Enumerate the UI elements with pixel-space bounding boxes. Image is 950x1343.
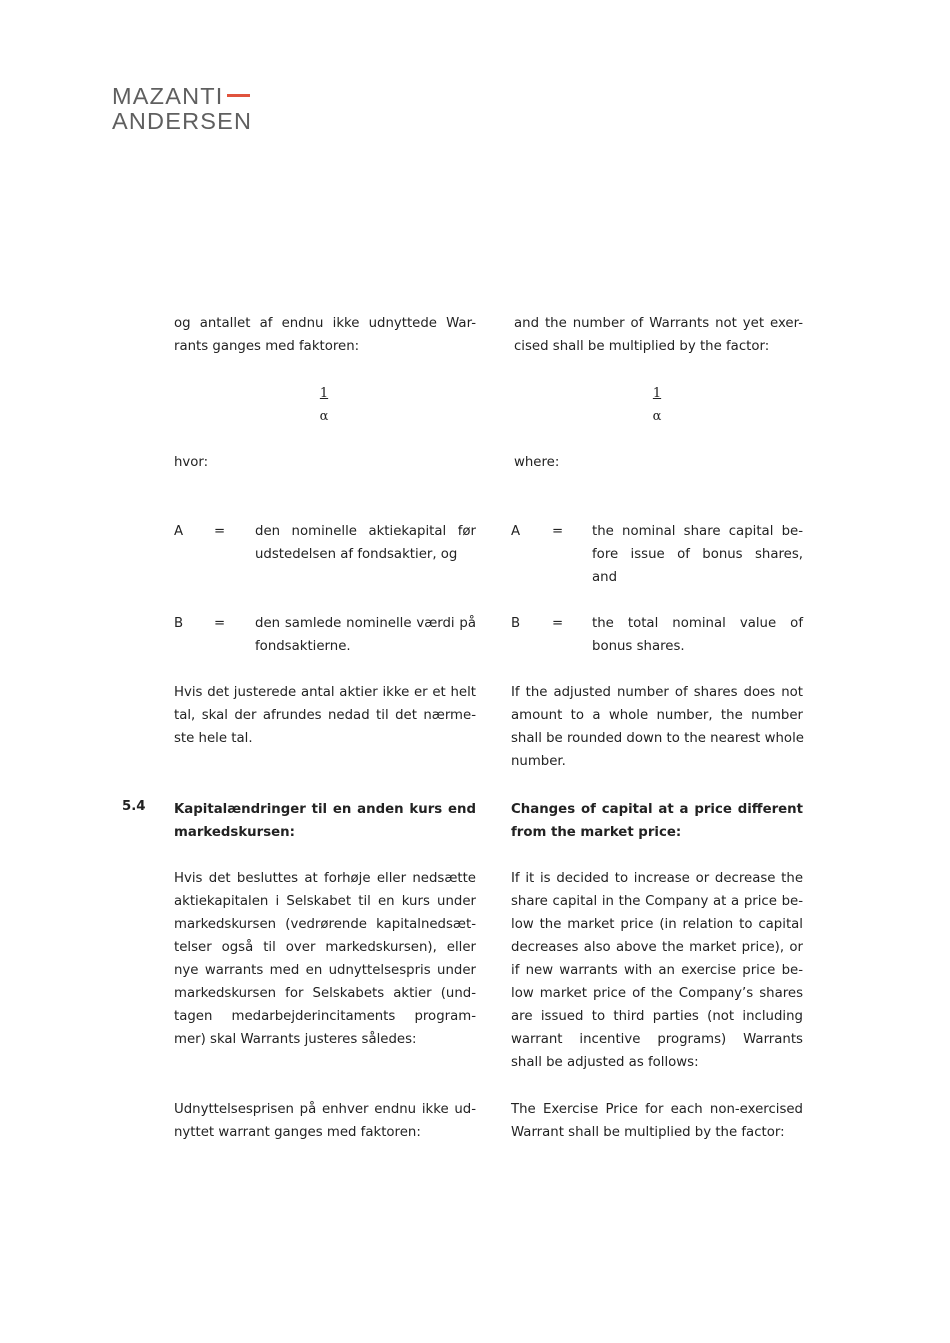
text-line: markedskursen for Selskabets aktier (und- bbox=[174, 986, 476, 1001]
right-def-a-symbol: A bbox=[511, 524, 521, 539]
text-line: mer) skal Warrants justeres således: bbox=[174, 1032, 417, 1047]
logo-line-1: MAZANTI bbox=[112, 84, 252, 109]
text-line: telser også til over markedskursen), eller bbox=[174, 940, 476, 955]
right-def-b-equals: = bbox=[552, 616, 564, 631]
fraction-numerator: 1 bbox=[319, 386, 329, 401]
text-line: fore issue of bonus shares, bbox=[592, 547, 803, 562]
text-line: amount to a whole number, the number bbox=[511, 708, 803, 723]
right-def-a-text bbox=[592, 520, 803, 589]
right-intro bbox=[514, 312, 803, 358]
text-line: If it is decided to increase or decrease the bbox=[511, 871, 803, 886]
text-line: The Exercise Price for each non-exercised bbox=[511, 1102, 803, 1117]
company-logo bbox=[112, 84, 252, 134]
text-line: Warrant shall be multiplied by the factor: bbox=[511, 1125, 785, 1140]
text-line: nye warrants med en udnyttelsespris under bbox=[174, 963, 476, 978]
text-line: the total nominal value of bbox=[592, 616, 803, 631]
left-def-a-symbol: A bbox=[174, 524, 184, 539]
right-section-heading bbox=[511, 798, 803, 844]
text-line: markedskursen (vedrørende kapitalnedsæt- bbox=[174, 917, 476, 932]
text-line: and the number of Warrants not yet exer- bbox=[514, 316, 803, 331]
text-line: from the market price: bbox=[511, 825, 682, 840]
right-exercise-paragraph bbox=[511, 1098, 803, 1144]
left-where-label: hvor: bbox=[174, 455, 209, 470]
text-line: if new warrants with an exercise price be- bbox=[511, 963, 803, 978]
left-section-heading bbox=[174, 798, 476, 844]
text-line: den samlede nominelle værdi på bbox=[255, 616, 476, 631]
text-line: the nominal share capital be- bbox=[592, 524, 803, 539]
left-exercise-paragraph bbox=[174, 1098, 476, 1144]
right-def-b-text bbox=[592, 612, 803, 658]
right-def-b-symbol: B bbox=[511, 616, 521, 631]
text-line: are issued to third parties (not including bbox=[511, 1009, 803, 1024]
text-line: cised shall be multiplied by the factor: bbox=[514, 339, 770, 354]
text-line: fondsaktierne. bbox=[255, 639, 351, 654]
text-line: Hvis det besluttes at forhøje eller nedsætte bbox=[174, 871, 476, 886]
left-fraction bbox=[304, 382, 344, 428]
fraction-denominator: α bbox=[319, 409, 329, 424]
text-line: tagen medarbejderincitaments program- bbox=[174, 1009, 476, 1024]
text-line: and bbox=[592, 570, 618, 585]
right-def-a-equals: = bbox=[552, 524, 564, 539]
text-line: nyttet warrant ganges med faktoren: bbox=[174, 1125, 421, 1140]
text-line: ste hele tal. bbox=[174, 731, 253, 746]
text-line: Udnyttelsesprisen på enhver endnu ikke ud- bbox=[174, 1102, 476, 1117]
right-fraction bbox=[637, 382, 677, 428]
text-line: If the adjusted number of shares does not bbox=[511, 685, 803, 700]
text-line: warrant incentive programs) Warrants bbox=[511, 1032, 803, 1047]
left-intro bbox=[174, 312, 476, 358]
text-line: tal, skal der afrundes nedad til det nærme- bbox=[174, 708, 476, 723]
text-line: og antallet af endnu ikke udnyttede War- bbox=[174, 316, 476, 331]
text-line: shall be rounded down to the nearest whole bbox=[511, 731, 804, 746]
text-line: decreases also above the market price), or bbox=[511, 940, 803, 955]
right-body-paragraph bbox=[511, 867, 803, 1074]
left-def-a-equals: = bbox=[214, 524, 226, 539]
left-body-paragraph bbox=[174, 867, 476, 1051]
text-line: Changes of capital at a price different bbox=[511, 802, 803, 817]
logo-line-2: ANDERSEN bbox=[112, 108, 253, 134]
right-where-label: where: bbox=[514, 455, 560, 470]
fraction-numerator: 1 bbox=[652, 386, 662, 401]
text-line: rants ganges med faktoren: bbox=[174, 339, 360, 354]
left-def-a-text bbox=[255, 520, 476, 566]
left-def-b-equals: = bbox=[214, 616, 226, 631]
text-line: bonus shares. bbox=[592, 639, 685, 654]
left-def-b-symbol: B bbox=[174, 616, 184, 631]
left-rounding-paragraph bbox=[174, 681, 476, 750]
text-line: shall be adjusted as follows: bbox=[511, 1055, 699, 1070]
text-line: Kapitalændringer til en anden kurs end bbox=[174, 802, 476, 817]
text-line: den nominelle aktiekapital før bbox=[255, 524, 476, 539]
logo-accent-dash bbox=[227, 94, 250, 97]
left-def-b-text bbox=[255, 612, 476, 658]
section-number: 5.4 bbox=[122, 799, 146, 814]
text-line: share capital in the Company at a price be- bbox=[511, 894, 803, 909]
text-line: udstedelsen af fondsaktier, og bbox=[255, 547, 458, 562]
right-rounding-paragraph bbox=[511, 681, 803, 773]
text-line: markedskursen: bbox=[174, 825, 295, 840]
text-line: low the market price (in relation to capital bbox=[511, 917, 803, 932]
fraction-denominator: α bbox=[652, 409, 662, 424]
text-line: number. bbox=[511, 754, 566, 769]
text-line: aktiekapitalen i Selskabet til en kurs under bbox=[174, 894, 476, 909]
text-line: low market price of the Company’s shares bbox=[511, 986, 803, 1001]
text-line: Hvis det justerede antal aktier ikke er et helt bbox=[174, 685, 476, 700]
